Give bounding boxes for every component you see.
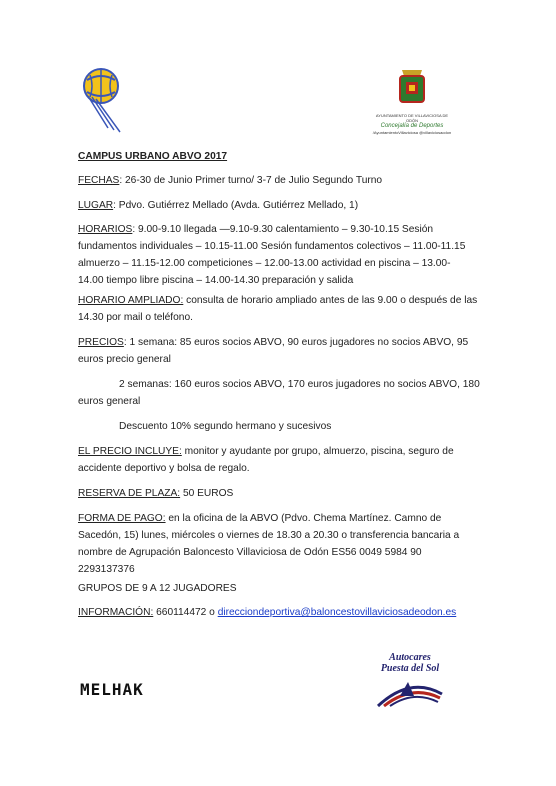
horarios-label: HORARIOS <box>78 224 133 235</box>
reserva-row <box>78 485 478 502</box>
crest-icon <box>372 66 452 108</box>
abvo-logo-icon <box>78 66 133 136</box>
two-weeks-line2: euros general <box>78 396 141 407</box>
lugar-text: : Pdvo. Gutiérrez Mellado (Avda. Gutiérrez Mellado, 1) <box>113 200 359 211</box>
horarios-line3: almuerzo – 11.15-12.00 competiciones – 12.00-13.00 actividad en piscina – 13.00- <box>78 258 451 269</box>
sponsor-autocares-line2: Puesta del Sol <box>380 663 440 674</box>
town-hall-name: AYUNTAMIENTO DE VILLAVICIOSA DE ODÓN <box>375 113 449 123</box>
sunset-swoosh-icon <box>370 674 450 710</box>
fechas-text: : 26-30 de Junio Primer turno/ 3-7 de Julio Segundo Turno <box>119 175 383 186</box>
forma-pago-label: FORMA DE PAGO: <box>78 513 166 524</box>
informacion-row <box>78 604 498 621</box>
reserva-text: 50 EUROS <box>180 488 234 499</box>
incluye-block <box>78 443 498 477</box>
precios-line2: euros precio general <box>78 354 171 365</box>
fechas-row <box>78 172 478 189</box>
informacion-label: INFORMACIÓN: <box>78 607 154 618</box>
precios-label: PRECIOS <box>78 337 124 348</box>
incluye-line1: monitor y ayudante por grupo, almuerzo, piscina, seguro de <box>181 446 454 457</box>
forma-pago-line3: nombre de Agrupación Baloncesto Villaviciosa de Odón ES56 0049 5984 90 <box>78 547 422 558</box>
horarios-block <box>78 221 498 289</box>
horarios-line2: fundamentos individuales – 10.15-11.00 Sesión fundamentos colectivos – 11.00-11.15 <box>78 241 466 252</box>
fechas-label: FECHAS <box>78 175 120 186</box>
page-title: CAMPUS URBANO ABVO 2017 <box>78 151 228 162</box>
informacion-email-link[interactable]: direcciondeportiva@baloncestovillaviciosadeodon.es <box>217 607 457 618</box>
informacion-phone: 660114472 o <box>153 607 218 618</box>
incluye-label: EL PRECIO INCLUYE: <box>78 446 182 457</box>
horarios-line4: 14.00 tiempo libre piscina – 14.00-14.30 preparación y salida <box>78 275 354 286</box>
sponsor-autocares-line1: Autocares <box>389 652 431 663</box>
town-hall-logo <box>372 66 452 136</box>
town-hall-department: Concejalía de Deportes <box>380 123 444 129</box>
incluye-line2: accidente deportivo y bolsa de regalo. <box>78 463 250 474</box>
horario-ampliado-line2: 14.30 por mail o teléfono. <box>78 312 193 323</box>
town-hall-social: /AyuntamientoVillaviciosa @villaviciosaodon <box>372 130 452 135</box>
two-weeks-line1: 2 semanas: 160 euros socios ABVO, 170 euros jugadores no socios ABVO, 180 <box>119 379 480 390</box>
lugar-label: LUGAR <box>78 200 114 211</box>
forma-pago-line2: Sacedón, 15) lunes, miércoles o viernes de 18.30 a 20.30 o transferencia bancaria a <box>78 530 460 541</box>
reserva-label: RESERVA DE PLAZA: <box>78 488 181 499</box>
forma-pago-line1: en la oficina de la ABVO (Pdvo. Chema Martínez. Camno de <box>165 513 442 524</box>
precios-line1: : 1 semana: 85 euros socios ABVO, 90 euros jugadores no socios ABVO, 95 <box>123 337 469 348</box>
precios-two-weeks <box>78 376 498 410</box>
sponsor-melhak-logo <box>80 680 144 699</box>
forma-pago-line4: 2293137376 <box>78 564 135 575</box>
horarios-line1: : 9.00-9.10 llegada —9.10-9.30 calentamiento – 9.30-10.15 Sesión <box>132 224 434 235</box>
horario-ampliado-line1: consulta de horario ampliado antes de las 9.00 o después de las <box>183 295 478 306</box>
sponsor-autocares-logo <box>370 652 450 712</box>
horario-ampliado-label: HORARIO AMPLIADO: <box>78 295 184 306</box>
horario-ampliado-block <box>78 292 498 326</box>
precios-block <box>78 334 498 368</box>
grupos-row: GRUPOS DE 9 A 12 JUGADORES <box>78 583 237 594</box>
precios-discount: Descuento 10% segundo hermano y sucesivos <box>119 421 332 432</box>
forma-pago-block <box>78 510 498 578</box>
abvo-logo <box>78 66 133 136</box>
lugar-row <box>78 197 478 214</box>
sponsor-melhak-text: MELHAK <box>80 680 144 699</box>
